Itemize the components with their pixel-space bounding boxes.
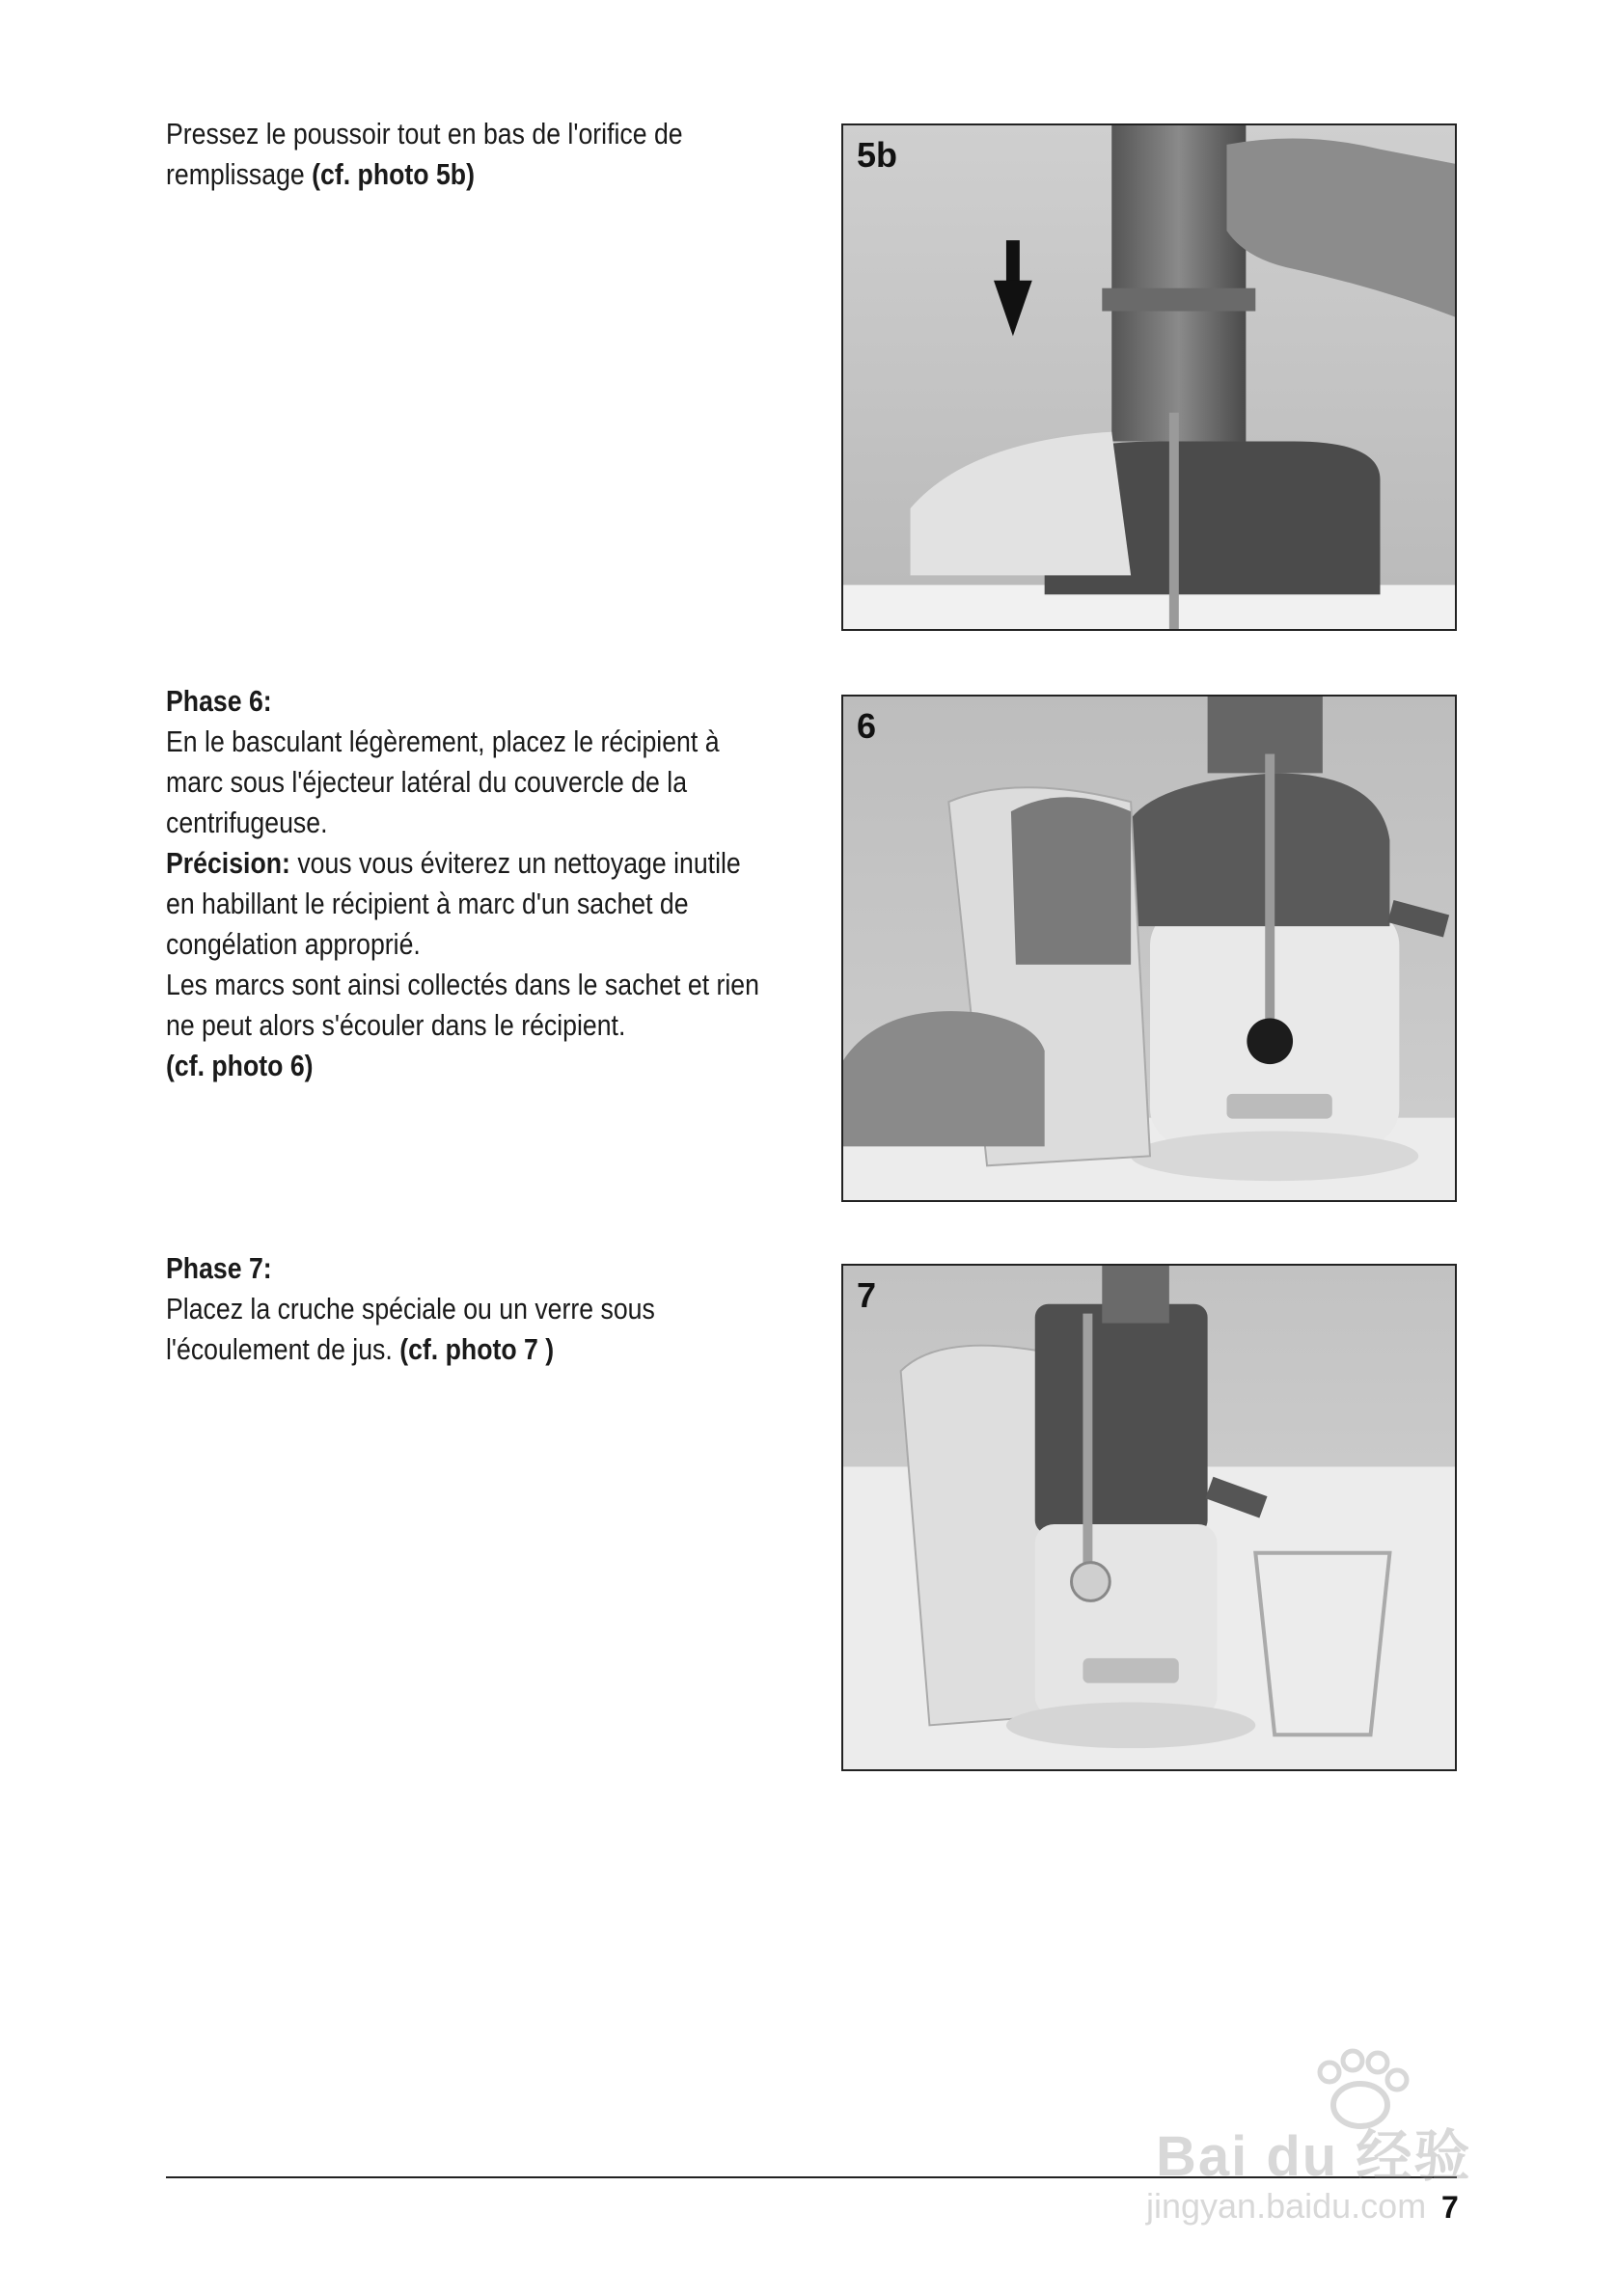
step-line: En le basculant légèrement, placez le récipient à <box>166 724 720 758</box>
baidu-watermark <box>1110 2045 1524 2238</box>
photo-ref: (cf. photo 7 ) <box>399 1332 555 1366</box>
step-line: marc sous l'éjecteur latéral du couvercle de la <box>166 765 688 799</box>
step-line: l'écoulement de jus. (cf. photo 7 ) <box>166 1332 555 1366</box>
photo-label: 7 <box>857 1275 877 1315</box>
step-line: Placez la cruche spéciale ou un verre sous <box>166 1292 655 1326</box>
step-line: centrifugeuse. <box>166 806 328 839</box>
photo-label: 6 <box>857 706 877 746</box>
watermark-url: jingyan.baidu.com <box>1146 2186 1427 2226</box>
page-number: 7 <box>1441 2190 1459 2225</box>
photo-ref: (cf. photo 5b) <box>312 157 475 191</box>
step-5b-line-2: remplissage (cf. photo 5b) <box>166 157 475 191</box>
step-heading: Phase 6: <box>166 684 272 718</box>
step-line: en habillant le récipient à marc d'un sachet de <box>166 887 689 920</box>
step-5b-line-1: Pressez le poussoir tout en bas de l'orifice de <box>166 117 683 150</box>
step-line: Les marcs sont ainsi collectés dans le sachet et rien <box>166 968 759 1001</box>
step-line: congélation approprié. <box>166 927 421 961</box>
step-line: ne peut alors s'écouler dans le récipient. <box>166 1008 626 1042</box>
photo-7 <box>841 1264 1457 1771</box>
juicer-pulp-container-photo <box>843 697 1455 1200</box>
step-5b-text <box>166 114 783 195</box>
step-6-text <box>166 681 783 1086</box>
step-7-text <box>166 1248 783 1370</box>
juicer-glass-photo <box>843 1266 1455 1769</box>
photo-label: 5b <box>857 135 898 175</box>
step-heading: Phase 7: <box>166 1251 272 1285</box>
step-line: Précision: vous vous éviterez un nettoyage inutile <box>166 846 741 880</box>
photo-5b <box>841 123 1457 631</box>
precision-label: Précision: <box>166 846 290 880</box>
photo-ref: (cf. photo 6) <box>166 1049 314 1082</box>
juicer-press-photo <box>843 125 1455 629</box>
watermark-brand: Bai du 经验 <box>1156 2125 1472 2188</box>
photo-6 <box>841 695 1457 1202</box>
